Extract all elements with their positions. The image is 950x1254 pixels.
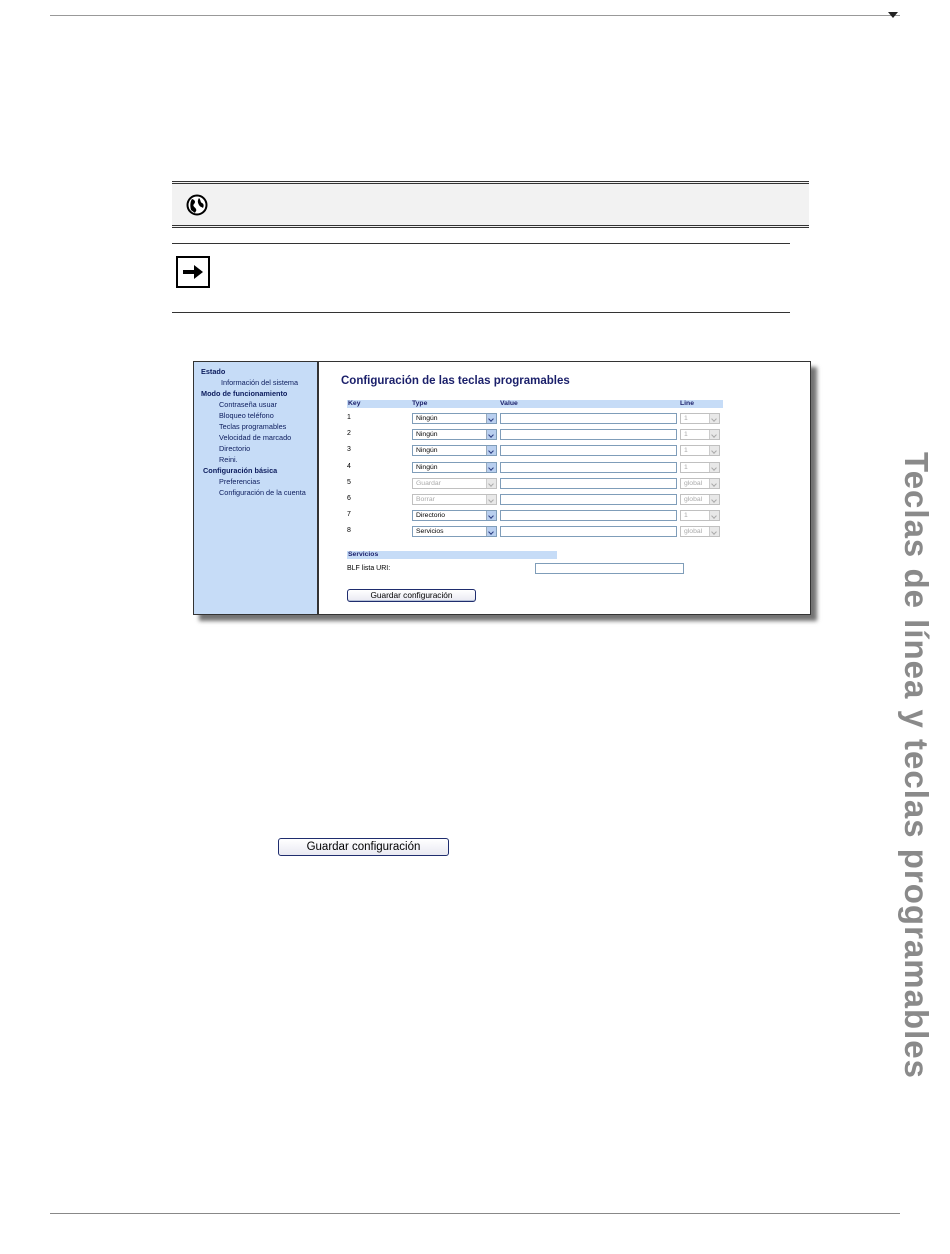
blf-list-uri-label: BLF lista URI: [347, 565, 391, 572]
chevron-down-icon [709, 414, 719, 423]
column-header-value: Value [499, 400, 679, 408]
value-input[interactable] [500, 413, 677, 424]
column-header-type: Type [411, 400, 499, 408]
sidebar-item-estado[interactable]: Estado [201, 367, 226, 376]
globe-icon [186, 194, 208, 221]
key-number: 4 [347, 462, 351, 470]
page-title: Configuración de las teclas programables [341, 375, 570, 387]
chevron-down-icon [486, 527, 496, 536]
line-select[interactable] [680, 510, 720, 521]
sidebar-item-informacion-sistema[interactable]: Información del sistema [221, 378, 299, 387]
line-select[interactable] [680, 526, 720, 537]
line-select-value: 1 [684, 431, 688, 439]
sidebar-item-bloqueo-telefono[interactable]: Bloqueo teléfono [219, 411, 274, 420]
web-ui-screenshot [193, 361, 811, 615]
web-ui-banner [172, 181, 809, 228]
type-select-value: Servicios [416, 528, 444, 536]
chevron-down-icon [709, 527, 719, 536]
value-input[interactable] [500, 510, 677, 521]
line-select-value: 1 [684, 463, 688, 471]
line-select[interactable] [680, 445, 720, 456]
key-number: 3 [347, 446, 351, 454]
type-select[interactable] [412, 462, 497, 473]
line-select[interactable] [680, 429, 720, 440]
line-select-value: 1 [684, 447, 688, 455]
line-select[interactable] [680, 413, 720, 424]
value-input[interactable] [500, 526, 677, 537]
line-select[interactable] [680, 494, 720, 505]
column-header-line: Line [679, 400, 723, 408]
chevron-down-icon [709, 495, 719, 504]
line-select[interactable] [680, 462, 720, 473]
line-select-value: 1 [684, 415, 688, 422]
type-select[interactable] [412, 429, 497, 440]
softkey-row [321, 412, 721, 424]
key-number: 2 [347, 430, 351, 438]
save-settings-button-standalone[interactable]: Guardar configuración [278, 838, 449, 856]
chevron-down-icon [486, 479, 496, 488]
chevron-down-icon [709, 463, 719, 472]
line-select-value: global [684, 528, 703, 536]
arrow-right-icon [176, 256, 210, 288]
sidebar-item-reini[interactable]: Reini. [219, 455, 238, 464]
chevron-down-icon [709, 511, 719, 520]
softkey-row [321, 493, 721, 505]
key-number: 6 [347, 495, 351, 502]
sidebar-item-preferencias[interactable]: Preferencias [219, 477, 260, 486]
line-select-value: 1 [684, 512, 688, 520]
key-number: 7 [347, 511, 351, 519]
chevron-down-icon [709, 430, 719, 439]
value-input[interactable] [500, 478, 677, 489]
note-box [172, 243, 790, 313]
chevron-down-icon [486, 430, 496, 439]
chevron-down-icon [486, 511, 496, 520]
chevron-down-icon [486, 446, 496, 455]
sidebar-item-teclas-programables[interactable]: Teclas programables [219, 422, 287, 431]
type-select-value: Borrar [416, 496, 435, 503]
line-select-value: global [684, 496, 703, 503]
value-input[interactable] [500, 494, 677, 505]
chevron-down-icon [486, 414, 496, 423]
sidebar-item-configuracion-basica[interactable]: Configuración básica [203, 466, 278, 475]
chevron-down-icon [486, 463, 496, 472]
softkey-row [321, 509, 721, 521]
main-panel [321, 362, 810, 614]
sidebar-item-configuracion-cuenta[interactable]: Configuración de la cuenta [219, 488, 306, 497]
chevron-down-icon [709, 479, 719, 488]
type-select-value: Guardar [416, 479, 441, 487]
softkey-row [321, 525, 721, 537]
blf-list-uri-input[interactable] [535, 563, 684, 574]
line-select-value: global [684, 479, 703, 487]
sidebar-item-modo-funcionamiento[interactable]: Modo de funcionamiento [201, 389, 288, 398]
chevron-down-icon [709, 446, 719, 455]
type-select[interactable] [412, 445, 497, 456]
bottom-rule [50, 1213, 900, 1214]
triangle-marker-icon [888, 12, 898, 18]
column-header-key: Key [347, 400, 411, 408]
save-settings-button[interactable]: Guardar configuración [347, 589, 476, 602]
softkey-row [321, 477, 721, 489]
key-number: 1 [347, 414, 351, 421]
type-select[interactable] [412, 526, 497, 537]
type-select-value: Ningún [416, 415, 438, 422]
type-select-value: Directorio [416, 512, 446, 520]
line-select[interactable] [680, 478, 720, 489]
sidebar-nav [194, 362, 319, 614]
type-select-value: Ningún [416, 447, 438, 455]
key-number: 8 [347, 527, 351, 535]
top-rule [50, 15, 900, 16]
key-number: 5 [347, 478, 351, 486]
value-input[interactable] [500, 429, 677, 440]
value-input[interactable] [500, 445, 677, 456]
value-input[interactable] [500, 462, 677, 473]
services-header: Servicios [347, 551, 557, 559]
type-select[interactable] [412, 494, 497, 505]
softkey-row [321, 461, 721, 473]
softkey-row [321, 444, 721, 456]
softkey-row [321, 428, 721, 440]
sidebar-item-velocidad-marcado[interactable]: Velocidad de marcado [219, 433, 292, 442]
sidebar-item-contrasena[interactable]: Contraseña usuar [219, 400, 278, 409]
type-select[interactable] [412, 478, 497, 489]
type-select-value: Ningún [416, 431, 438, 439]
type-select[interactable] [412, 413, 497, 424]
type-select[interactable] [412, 510, 497, 521]
chevron-down-icon [486, 495, 496, 504]
sidebar-item-directorio[interactable]: Directorio [219, 444, 251, 453]
chapter-side-title: Teclas de línea y teclas programables [898, 452, 935, 1080]
type-select-value: Ningún [416, 463, 438, 471]
